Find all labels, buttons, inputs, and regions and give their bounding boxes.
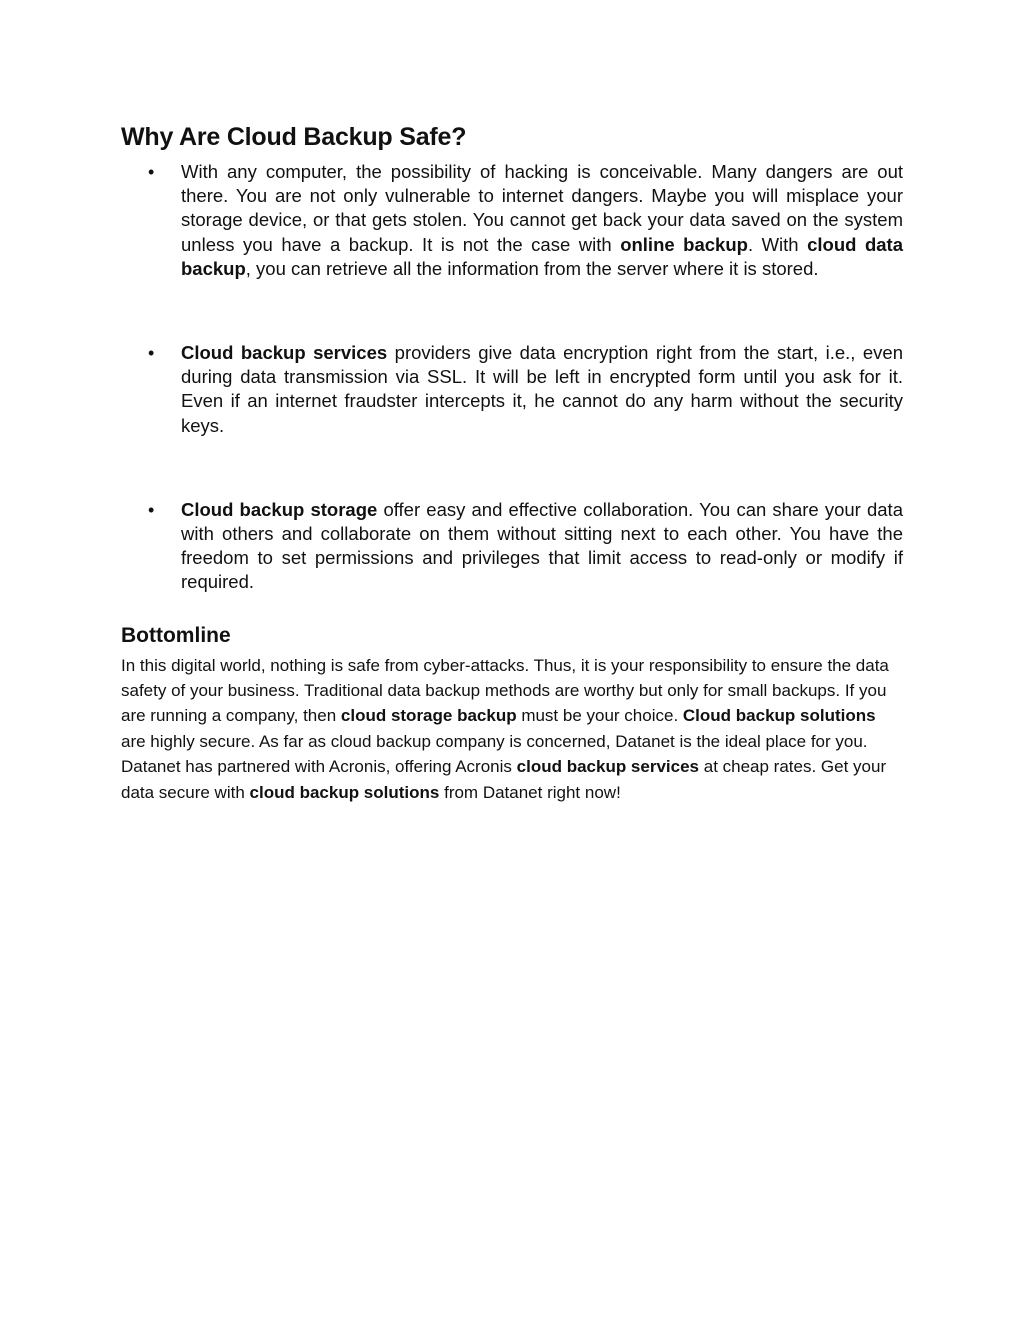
bold-phrase: cloud backup services: [516, 757, 700, 777]
list-item: [121, 341, 903, 438]
bold-phrase: Cloud backup services: [181, 342, 388, 364]
bullet-text: With any computer, the possibility of hacking is conceivable. Many dangers are out there. You are not only vulnerable to internet dangers. Maybe you will misplace your storage device, or that gets stolen. You cannot get back your data saved on the system unless you have a backup. It is not the case with: [181, 161, 903, 255]
paragraph-text: must be your choice.: [516, 706, 683, 726]
bullet-text: offer easy and effective collaboration. You can share your data with others and collaborate on them without sitting next to each other. You have the freedom to set permissions and privileges that limit access to read-only or modify if required.: [181, 498, 903, 593]
bold-phrase: cloud storage backup: [340, 706, 517, 726]
bold-phrase: online backup: [620, 233, 748, 255]
paragraph-text: from Datanet right now!: [439, 782, 621, 802]
list-item: [121, 498, 903, 595]
bullet-icon: •: [148, 162, 155, 182]
list-item: [121, 160, 903, 281]
bullet-text: , you can retrieve all the information from the server where it is stored.: [245, 257, 819, 279]
paragraph-text: In this digital world, nothing is safe from cyber-attacks. Thus, it is your responsibility to ensure the data safety of your business. Traditional data backup methods are worthy but only for small backups. If you are running a company, then: [121, 655, 889, 726]
bold-phrase: cloud backup solutions: [249, 782, 440, 802]
bullet-text: . With: [747, 233, 808, 255]
paragraph-text: are highly secure. As far as cloud backup company is concerned, Datanet is the ideal place for you. Datanet has partnered with Acronis, offering Acronis: [121, 731, 868, 777]
bold-phrase: Cloud backup solutions: [682, 706, 876, 726]
bullet-icon: •: [148, 499, 155, 520]
bottomline-title: Bottomline: [121, 623, 231, 647]
bold-phrase: Cloud backup storage: [181, 498, 378, 520]
document-page: [121, 120, 903, 805]
bullet-text: providers give data encryption right from the start, i.e., even during data transmission via SSL. It will be left in encrypted form until you ask for it. Even if an internet fraudster intercepts it, he cannot do any harm without the security keys.: [181, 342, 904, 436]
bullet-icon: •: [148, 343, 155, 364]
section-title: Why Are Cloud Backup Safe?: [121, 123, 467, 151]
paragraph-text: at cheap rates. Get your data secure with: [121, 757, 887, 802]
bold-phrase: cloud data backup: [181, 233, 903, 279]
benefits-list: [121, 160, 903, 595]
bottomline-paragraph: [121, 653, 901, 805]
